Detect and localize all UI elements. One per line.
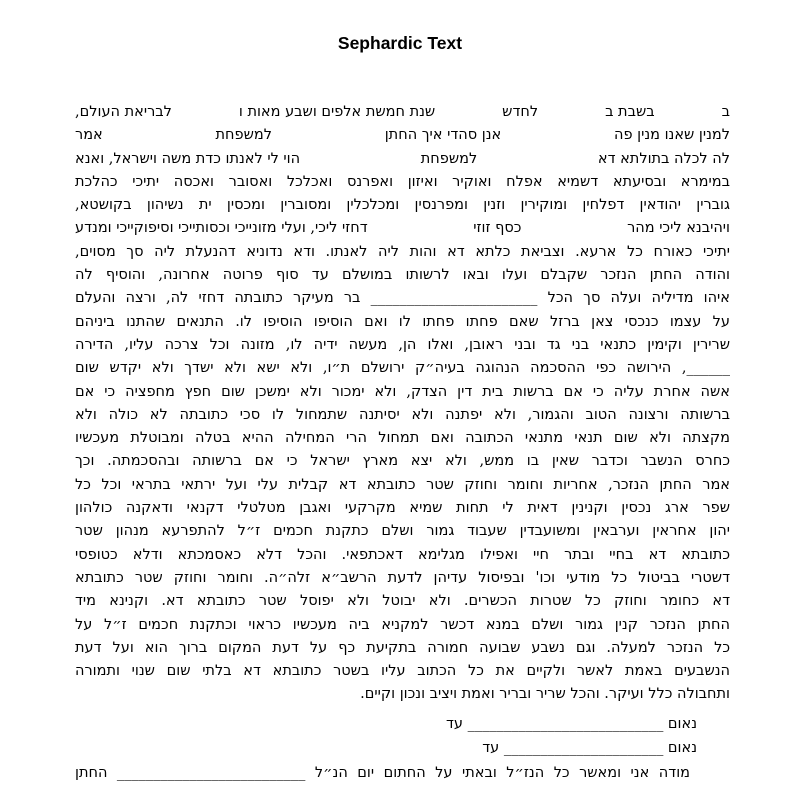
text-line: הנשבעים באמת לאשר ולקיים את כל הכתוב עליו בשטר כתובתא דא בלתי שום שנוי ותמורה bbox=[75, 663, 730, 680]
text-line bbox=[75, 217, 730, 240]
text-line: על עצמו כנכסי צאן ברזל שאם פחתו פחתו לו ואם הוסיפו הוסיפו לו. התנאים שהתנו ביניהם bbox=[75, 313, 730, 330]
text-line: מקצתה ולא שום תנאי מתנאי הכתובה ואם תמחול הרי המחילה ההיא בטלה ומבוטלת מעכשיו bbox=[75, 430, 730, 447]
page-title: Sephardic Text bbox=[337, 33, 463, 53]
text-segment: כסף זוזי bbox=[473, 220, 522, 237]
signature-block bbox=[75, 712, 730, 786]
text-segment: לחדש bbox=[502, 104, 539, 120]
text-line: ______, הירושה כפי ההסכמה הנהוגה בעיה״ק ירושלם ת״ו, ולא ישא ולא ישדך ולא יקדש שום bbox=[75, 360, 730, 377]
text-line: במימרא ובסיעתא דשמיא אפלח ואוקיר ואיזון ואפרנס ואכלכל ואסובר ואכסה יתיכי כהלכת bbox=[75, 173, 730, 190]
text-line: כל הנזכר למעלה. וגם נשבע שבועה חמורה בתקיעת כף על דעת המקום ברוך הוא ועל דעת bbox=[75, 639, 730, 656]
text-segment: לבריאת העולם, bbox=[75, 104, 172, 120]
text-line: יתיכי כאורח כל ארעא. וצביאת כלתא דא והות ליה לאנתו. ודא נדוניא דהנעלת ליה סך מסוים, bbox=[75, 243, 730, 260]
text-segment: ויהיבנא ליכי מהר bbox=[627, 220, 730, 237]
text-segment: הוי לי לאנתו כדת משה וישראל, ואנא bbox=[75, 150, 301, 167]
text-line: והודה החתן הנזכר שקבלם ועלו ובאו לרשותו במושלם עד סוף פרוטה אחרונה, והוסיף לה bbox=[75, 267, 730, 284]
text-segment: ב bbox=[721, 104, 730, 120]
text-line bbox=[75, 124, 730, 147]
text-line: דשטרי בביטול כל מודעי וכו' ובפיסול עדיהן לדעת הרשב״א זלה״ה. וחומר וחוזק שטר כתובתא bbox=[75, 569, 730, 586]
text-line bbox=[75, 101, 730, 124]
text-line bbox=[75, 148, 730, 171]
text-line: איהו מדיליה ועלה סך הכל _______________________ בר מעיקר כתובתה דחזי לה, ורצה והעלם bbox=[75, 290, 730, 307]
text-segment: אמר bbox=[75, 127, 103, 144]
text-line: גוברין יהודאין דפלחין ומוקירין וזנין ומפרנסין ומכלכלין ומסוברין ומכסין ית נשיהון בקושטא, bbox=[75, 197, 730, 214]
text-line: יהון אחראין וערבאין ומשועבדין שעבוד גמור ושלם כתקנת חכמים ז״ל להתפרעא מנהון שטר bbox=[75, 523, 730, 540]
signature-line: מודה אני ומאשר כל הנז״ל ובאתי על החתום יום הנ״ל __________________________ החתן bbox=[75, 764, 690, 781]
text-segment: בשבת ב bbox=[605, 104, 655, 120]
document-body bbox=[75, 101, 730, 707]
text-segment: למנין שאנו מנין פה bbox=[613, 127, 730, 144]
text-segment: למשפחת bbox=[215, 127, 272, 144]
text-segment: למשפחת bbox=[420, 150, 478, 167]
text-segment: שנת חמשת אלפים ושבע מאות ו bbox=[238, 104, 436, 120]
text-line: החתן הנזכר קנין גמור ושלם במנא דכשר למקניא ביה מעכשיו כראוי וכתקנת חכמים ז״ל על bbox=[75, 616, 730, 633]
signature-line: נאום ___________________________ עד bbox=[445, 715, 697, 732]
text-line: דא כחומר וחוזק כל שטרות הכשרים. ולא יבוטל ולא יפוסל שטר כתובתא דא. וקנינא מיד bbox=[75, 593, 730, 610]
text-line: שרירין וקימין כתנאי בני גד ובני ראובן, ואלו הן, מעשה ידיה לו, מזונה וכל צרכה עליו, הדירה bbox=[75, 336, 730, 353]
text-segment: אנן סהדי איך החתן bbox=[384, 127, 502, 144]
text-segment: לה לכלה בתולתא דא bbox=[597, 150, 730, 167]
text-line: שפר ארג נכסין וקנינין דאית לי תחות שמיא מקרקעי ואגבן מטלטלי דקנאי ודאקנה כולהון bbox=[75, 500, 730, 517]
text-line: אמר החתן הנזכר, אחריות וחומר וחוזק שטר כתובתא דא קבלית עלי ועל ירתאי בתראי וכל כל bbox=[75, 476, 730, 493]
text-line: אשה אחרת עליה כי אם ברשות בית דין הצדק, ולא ימכור ולא ימשכן שום חפץ מחפציה כי אם bbox=[75, 383, 730, 400]
text-line: ותחבולה כלל ועיקר. והכל שריר ובריר ואמת ויציב ונכון וקיים. bbox=[360, 686, 730, 703]
text-line: כתובתא דא בחיי ובתר חיי ואפילו מגלימא דאכתפאי. והכל דלא כאסמכתא ודלא כטופסי bbox=[75, 546, 730, 563]
text-line: ברשותה ורצונה הטוב והגמור, ולא יפתנה ולא יסיתנה שתמחול לו סכי כתובתה לא כולה ולא bbox=[75, 406, 730, 423]
text-segment: דחזי ליכי, ועלי מזונייכי וכסותייכי וסיפוקייכי ומנדע bbox=[75, 220, 368, 237]
text-line: כחרס הנשבר וכדבר שאין בו ממש, ולא יצא מארץ ישראל כי אם ברשותה ובהסכמתה. וכך bbox=[75, 453, 730, 470]
signature-line: נאום ______________________ עד bbox=[482, 740, 697, 757]
